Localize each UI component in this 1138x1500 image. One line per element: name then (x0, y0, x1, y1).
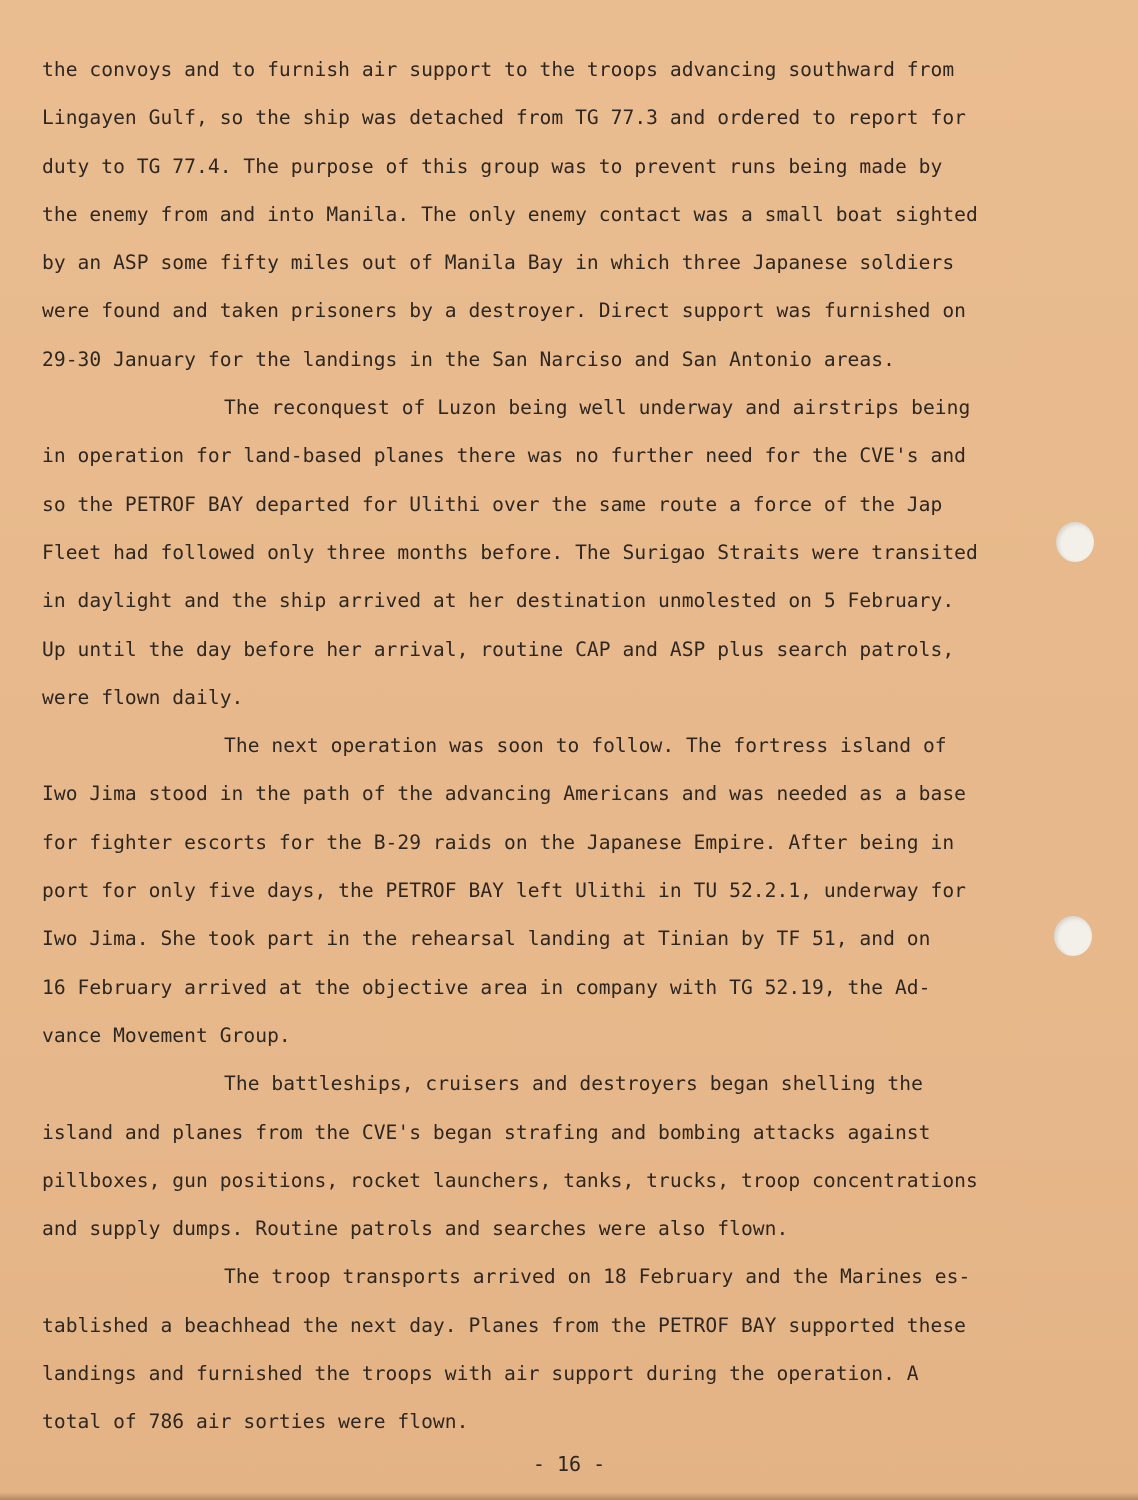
paragraph-3: The next operation was soon to follow. The fortress island of Iwo Jima stood in the path of the advancing Americans and was needed as a base for fighter escorts for the B-29 raids on the Japanese Empire. After being in port for only five days, the PETROF BAY left Ulithi in TU 52.2.1, underway for Iwo Jima. She took part in the rehearsal landing at Tinian by TF 51, and on 16 February arrived at the objective area in company with TG 52.19, the Ad- vance Movement Group. (42, 734, 967, 1047)
paragraph-2: The reconquest of Luzon being well underway and airstrips being in operation for land-based planes there was no further need for the CVE's and so the PETROF BAY departed for Ulithi over the same route a force of the Jap Fleet had followed only three months before. The Surigao Straits were transited in daylight and the ship arrived at her destination unmolested on 5 February. Up until the day before her arrival, routine CAP and ASP plus search patrols, were flown daily. (42, 396, 978, 709)
paragraph-5: The troop transports arrived on 18 February and the Marines es- tablished a beachhead the next day. Planes from the PETROF BAY supported these landings and furnished the troops with air support during the operation. A total of 786 air sorties were flown. (42, 1265, 971, 1434)
body-text (42, 46, 1032, 1447)
punch-hole (1056, 522, 1094, 562)
page-edge (0, 1492, 1138, 1500)
paragraph-4: The battleships, cruisers and destroyers began shelling the island and planes from the CVE's began strafing and bombing attacks against pillboxes, gun positions, rocket launchers, tanks, trucks, troop concentrations and supply dumps. Routine patrols and searches were also flown. (42, 1072, 978, 1241)
punch-hole (1054, 916, 1092, 956)
page-number: - 16 - (532, 1452, 606, 1476)
paragraph-1: the convoys and to furnish air support to the troops advancing southward from Lingayen Gulf, so the ship was detached from TG 77.3 and ordered to report for duty to TG 77.4. The purpose of this group was to prevent runs being made by the enemy from and into Manila. The only enemy contact was a small boat sighted by an ASP some fifty miles out of Manila Bay in which three Japanese soldiers were found and taken prisoners by a destroyer. Direct support was furnished on 29-30 January for the landings in the San Narciso and San Antonio areas. (42, 58, 978, 371)
